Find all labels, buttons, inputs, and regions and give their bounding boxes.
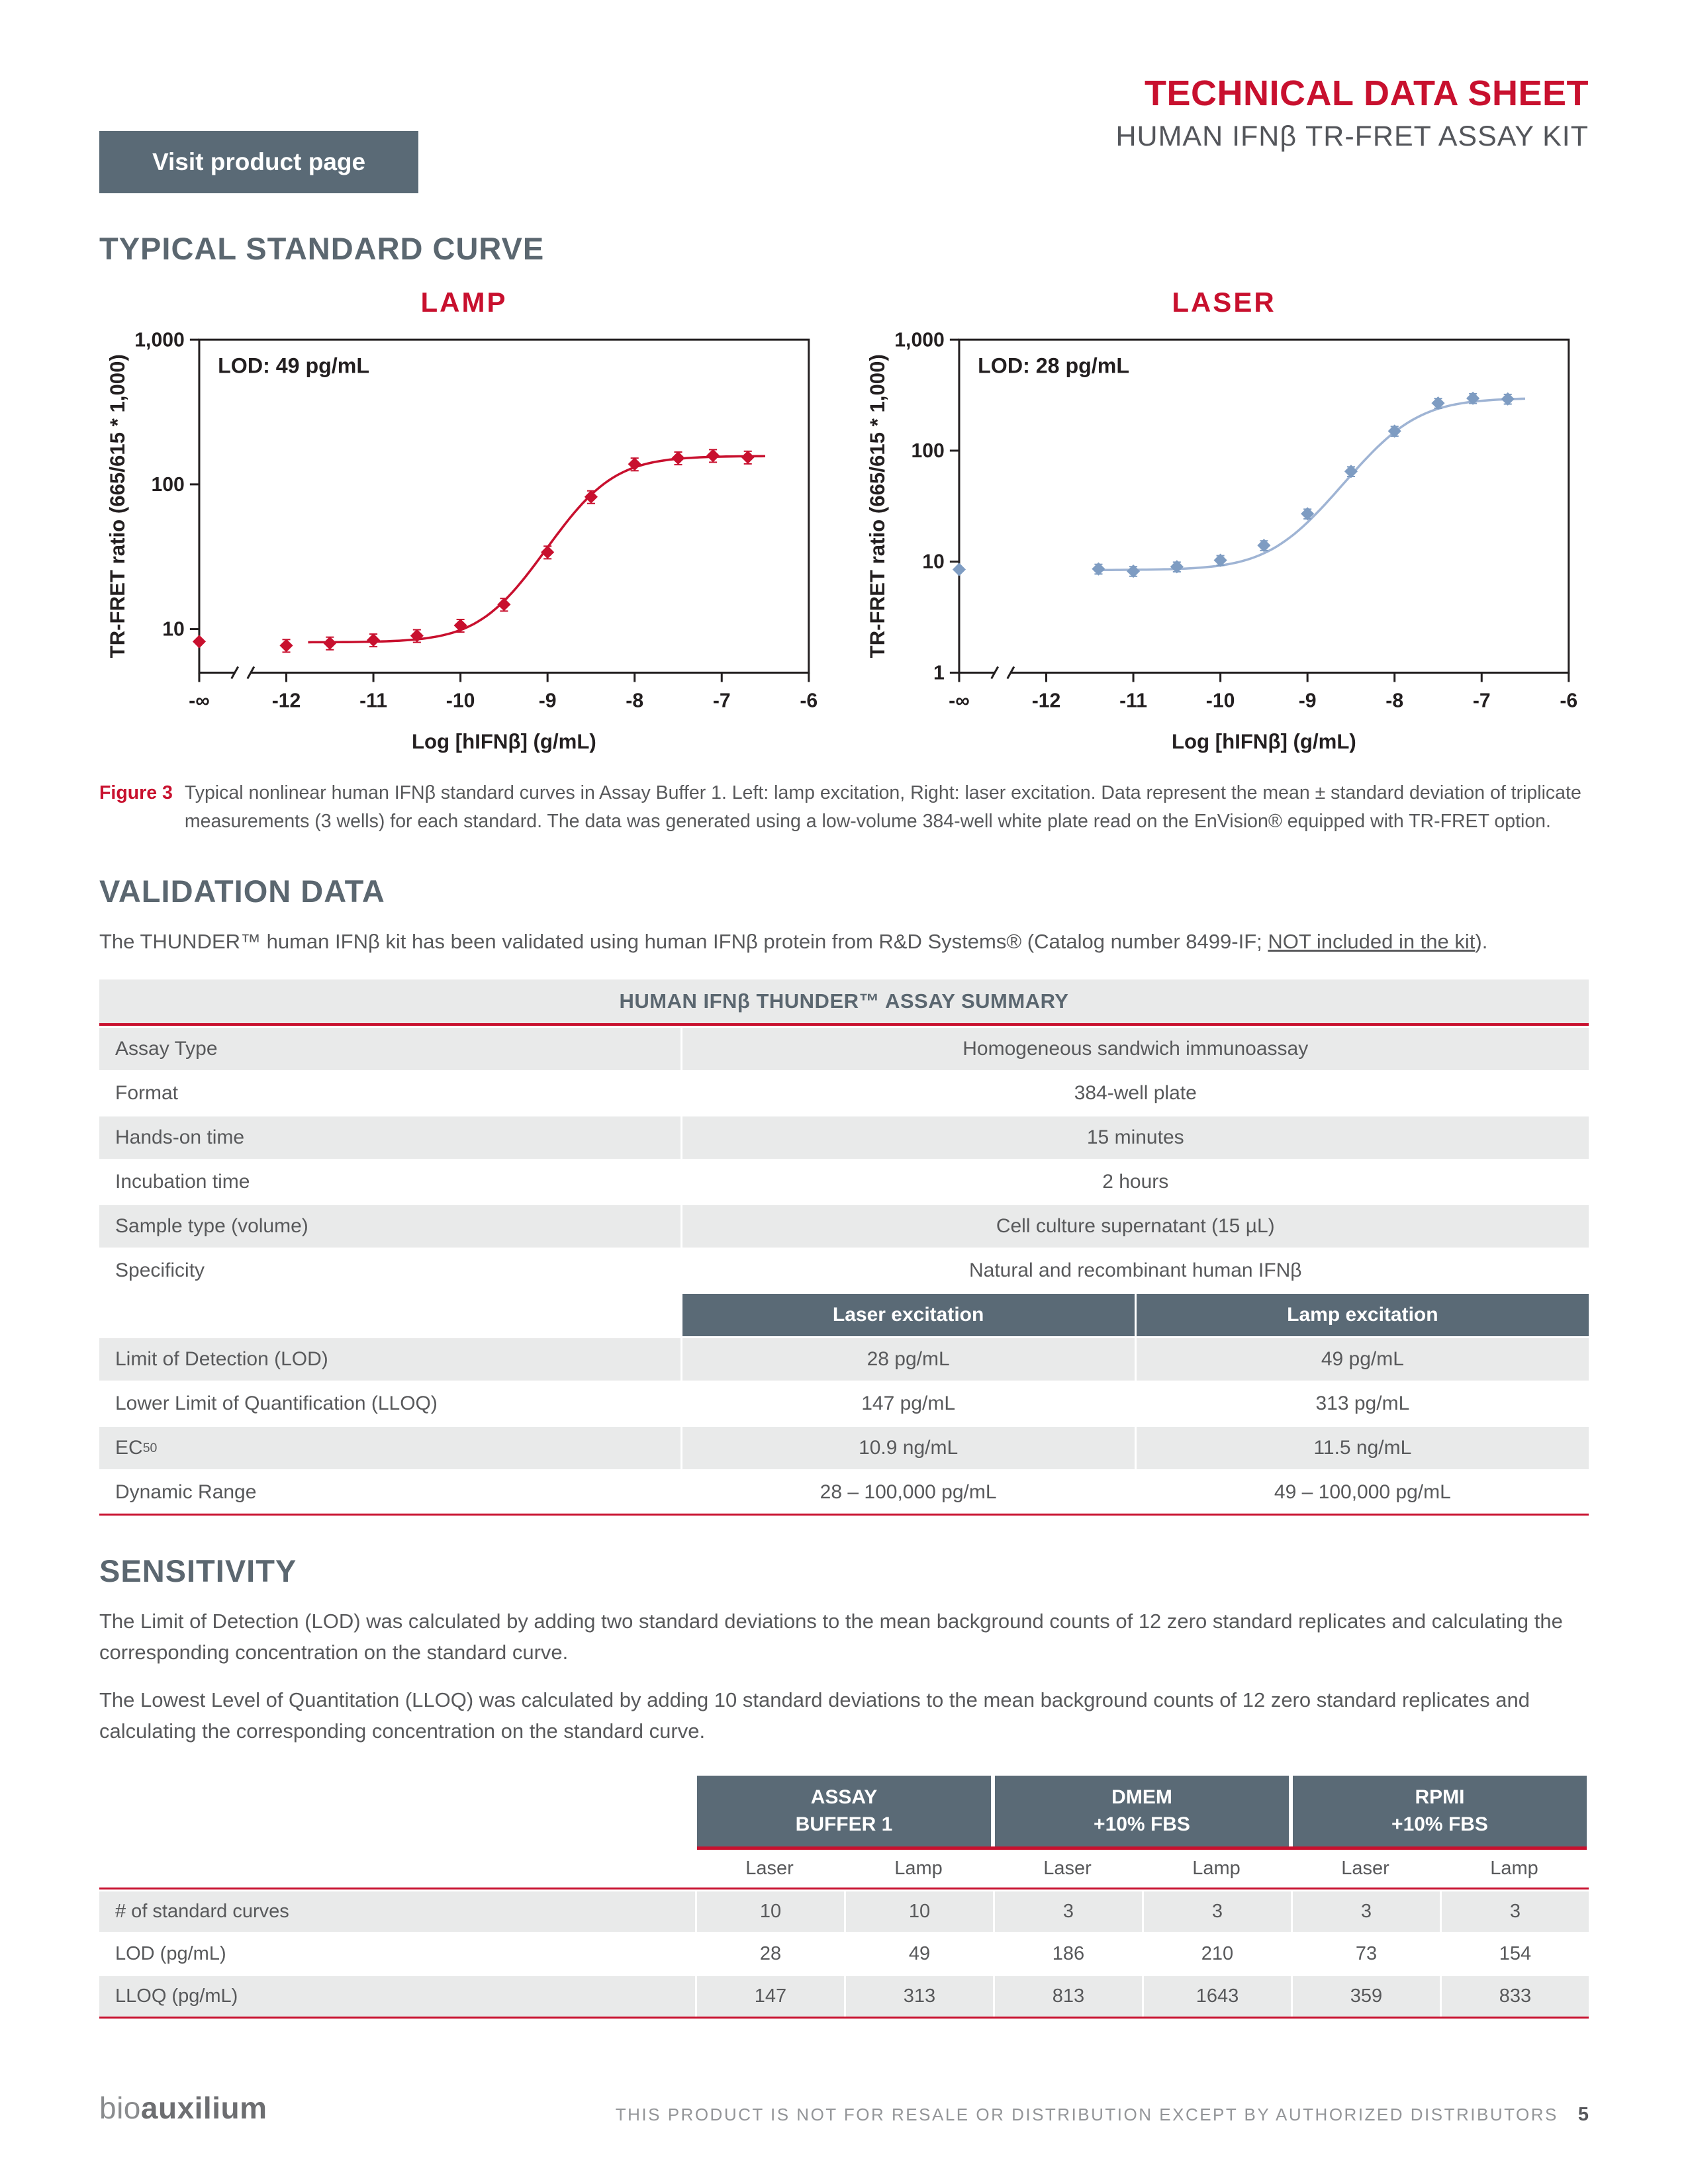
sens-row-value: 49 [844, 1934, 993, 1974]
sens-row-value: 3 [1142, 1891, 1291, 1932]
sens-header-spacer [99, 1776, 695, 1846]
data-point-marker [497, 598, 510, 611]
summary-row-label: Dynamic Range [115, 1481, 257, 1504]
sens-group-header [697, 1776, 991, 1846]
page-footer [99, 2090, 1589, 2126]
summary-row-label: Hands-on time [115, 1126, 245, 1149]
y-tick-label: 1,000 [894, 329, 945, 351]
validation-paragraph [99, 927, 1589, 958]
summary-col-header-laser: Laser excitation [680, 1294, 1135, 1336]
sens-row-label: # of standard curves [115, 1901, 289, 1923]
y-axis-label: TR-FRET ratio (665/615 * 1,000) [866, 354, 890, 659]
footer-right [616, 2104, 1589, 2126]
summary-result-row [99, 1471, 1589, 1514]
summary-result-row [99, 1427, 1589, 1469]
sens-subheader-cell: Laser [745, 1858, 794, 1880]
y-axis-label: TR-FRET ratio (665/615 * 1,000) [106, 354, 130, 659]
lamp-chart-plot [99, 320, 829, 759]
x-tick-label: -9 [538, 690, 557, 712]
header-titles [1115, 73, 1589, 153]
sens-row-value: 833 [1440, 1976, 1589, 2017]
sens-data-row [99, 1934, 1589, 1974]
sens-row-value: 73 [1291, 1934, 1440, 1974]
x-tick-label: -∞ [189, 690, 210, 712]
sens-group-header-line: +10% FBS [1391, 1813, 1488, 1835]
sens-row-value: 1643 [1142, 1976, 1291, 2017]
summary-row-label: Specificity [115, 1259, 205, 1282]
summary-info-row [99, 1161, 1589, 1203]
data-point-marker [541, 545, 554, 559]
validation-heading: VALIDATION DATA [99, 873, 385, 909]
sens-row-value: 210 [1142, 1934, 1291, 1974]
sens-data-row [99, 1891, 1589, 1932]
plot-box [959, 340, 1569, 672]
summary-row-label: Lower Limit of Quantification (LLOQ) [115, 1392, 438, 1415]
data-point-marker [1127, 565, 1140, 578]
plot-box [199, 340, 809, 672]
sens-subheader-cell: Lamp [894, 1858, 943, 1880]
x-tick-label: -8 [1385, 690, 1404, 712]
validation-text: The THUNDER™ human IFNβ kit has been validated using human IFNβ protein from R&D Systems® (Catalog number 8499-IF; [99, 929, 1268, 953]
sens-row-value: 3 [993, 1891, 1142, 1932]
summary-row-value: Cell culture supernatant (15 µL) [680, 1205, 1589, 1248]
sens-subheader-cell: Laser [1043, 1858, 1092, 1880]
sens-row-value: 359 [1291, 1976, 1440, 2017]
sens-row-label: LLOQ (pg/mL) [115, 1985, 238, 2007]
x-tick-label: -7 [712, 690, 731, 712]
summary-row-label: Incubation time [115, 1171, 250, 1193]
summary-laser-value: 28 – 100,000 pg/mL [680, 1471, 1135, 1514]
x-axis-label: Log [hIFNβ] (g/mL) [411, 730, 596, 754]
summary-excitation-header-row [99, 1294, 1589, 1336]
sens-row-value: 3 [1291, 1891, 1440, 1932]
sensitivity-table-subheader [99, 1850, 1589, 1889]
summary-info-row [99, 1205, 1589, 1248]
label-subscript: 50 [142, 1440, 158, 1455]
summary-row-label: Assay Type [115, 1038, 218, 1060]
sens-row-label: LOD (pg/mL) [115, 1943, 226, 1965]
y-tick-label: 10 [162, 618, 185, 641]
summary-info-row [99, 1116, 1589, 1159]
sens-row-value: 154 [1440, 1934, 1589, 1974]
summary-info-row [99, 1072, 1589, 1115]
data-point-marker [741, 451, 755, 464]
laser-chart-plot [859, 320, 1589, 759]
lamp-chart [99, 287, 829, 759]
x-axis-label: Log [hIFNβ] (g/mL) [1171, 730, 1356, 754]
x-tick-label: -11 [359, 690, 388, 712]
summary-row-value: Homogeneous sandwich immunoassay [680, 1028, 1589, 1070]
assay-summary-result-rows [99, 1338, 1589, 1514]
sens-subheader-spacer [99, 1850, 695, 1888]
data-point-marker [323, 637, 336, 650]
sens-row-value: 813 [993, 1976, 1142, 2017]
y-tick-label: 100 [911, 439, 945, 462]
summary-laser-value: 28 pg/mL [680, 1338, 1135, 1381]
summary-lamp-value: 11.5 ng/mL [1135, 1427, 1589, 1469]
summary-row-value: Natural and recombinant human IFNβ [680, 1250, 1589, 1292]
sens-row-value: 10 [695, 1891, 844, 1932]
summary-row-label: Limit of Detection (LOD) [115, 1348, 328, 1371]
validation-text-end: ). [1475, 929, 1488, 953]
document-subtitle: HUMAN IFNβ TR-FRET ASSAY KIT [1115, 120, 1589, 152]
lamp-chart-title: LAMP [420, 287, 508, 318]
summary-result-row [99, 1338, 1589, 1381]
summary-row-label: Sample type (volume) [115, 1215, 308, 1238]
x-tick-label: -9 [1298, 690, 1317, 712]
summary-excitation-spacer [99, 1294, 680, 1336]
y-tick-label: 100 [151, 473, 185, 496]
figure-caption-label: Figure 3 [99, 782, 173, 804]
sens-group-header-line: +10% FBS [1094, 1813, 1190, 1835]
laser-chart-title: LASER [1172, 287, 1276, 318]
summary-lamp-value: 49 pg/mL [1135, 1338, 1589, 1381]
assay-summary-info-rows [99, 1028, 1589, 1292]
summary-col-header-lamp: Lamp excitation [1135, 1294, 1589, 1336]
summary-laser-value: 10.9 ng/mL [680, 1427, 1135, 1469]
page-number: 5 [1577, 2104, 1589, 2125]
data-point-marker [706, 449, 720, 462]
data-point-marker [953, 563, 966, 576]
assay-summary-table-title: HUMAN IFNβ THUNDER™ ASSAY SUMMARY [99, 979, 1589, 1026]
sens-group-header-line: DMEM [1111, 1786, 1172, 1809]
footer-disclaimer: THIS PRODUCT IS NOT FOR RESALE OR DISTRIBUTION EXCEPT BY AUTHORIZED DISTRIBUTORS [615, 2105, 1558, 2124]
data-point-marker [279, 639, 293, 652]
sens-group-header-line: RPMI [1415, 1786, 1465, 1809]
y-tick-label: 1 [933, 662, 945, 684]
data-point-marker [671, 451, 684, 465]
bioauxilium-logo [99, 2090, 267, 2126]
sens-row-value: 28 [695, 1934, 844, 1974]
sens-row-value: 3 [1440, 1891, 1589, 1932]
sens-group-header [1293, 1776, 1587, 1846]
x-tick-label: -6 [1560, 690, 1578, 712]
logo-bold-part: auxilium [140, 2091, 267, 2125]
sens-row-value: 313 [844, 1976, 993, 2017]
sens-subheader-cell: Lamp [1192, 1858, 1241, 1880]
y-tick-label: 1,000 [134, 329, 185, 351]
lod-label: LOD: 49 pg/mL [218, 353, 370, 378]
lod-label: LOD: 28 pg/mL [978, 353, 1130, 378]
fit-curve-line [308, 456, 765, 642]
summary-result-row [99, 1383, 1589, 1425]
sens-row-value: 147 [695, 1976, 844, 2017]
data-point-marker [1092, 563, 1105, 576]
summary-lamp-value: 313 pg/mL [1135, 1383, 1589, 1425]
sens-row-value: 186 [993, 1934, 1142, 1974]
sens-group-header-line: BUFFER 1 [795, 1813, 893, 1835]
figure-caption [99, 779, 1589, 836]
summary-row-value: 15 minutes [680, 1116, 1589, 1159]
validation-underlined-text: NOT included in the kit [1268, 929, 1476, 953]
x-tick-label: -∞ [949, 690, 970, 712]
x-tick-label: -10 [1205, 690, 1235, 712]
sens-group-header-line: ASSAY [810, 1786, 878, 1809]
document-title: TECHNICAL DATA SHEET [1145, 73, 1589, 113]
logo-light-part: bio [99, 2091, 141, 2125]
x-tick-label: -6 [800, 690, 818, 712]
summary-row-label: EC 50 [115, 1437, 158, 1459]
data-point-marker [193, 635, 206, 648]
x-tick-label: -10 [445, 690, 475, 712]
x-tick-label: -8 [626, 690, 644, 712]
sens-row-value: 10 [844, 1891, 993, 1932]
laser-chart [859, 287, 1589, 759]
fit-curve-line [1098, 398, 1525, 570]
figure-caption-text: Typical nonlinear human IFNβ standard curves in Assay Buffer 1. Left: lamp excitation, Right: laser excitation. Data represent the mean ± standard deviation of triplicate measurements (3 wells) for each standard. The data was generated using a low-volume 384-well white plate read on the EnVision® equipped with TR-FRET option. [184, 782, 1581, 832]
x-tick-label: -11 [1119, 690, 1148, 712]
sens-group-header [995, 1776, 1289, 1846]
sens-data-row [99, 1976, 1589, 2017]
standard-curve-heading: TYPICAL STANDARD CURVE [99, 231, 545, 266]
summary-laser-value: 147 pg/mL [680, 1383, 1135, 1425]
x-tick-label: -12 [1031, 690, 1061, 712]
standard-curve-charts [99, 287, 1589, 759]
x-tick-label: -7 [1472, 690, 1491, 712]
sens-subheader-cell: Lamp [1490, 1858, 1538, 1880]
data-point-marker [1501, 392, 1515, 406]
data-point-marker [585, 490, 598, 504]
summary-row-value: 384-well plate [680, 1072, 1589, 1115]
summary-info-row [99, 1250, 1589, 1292]
summary-row-value: 2 hours [680, 1161, 1589, 1203]
assay-summary-table [99, 979, 1589, 1516]
x-tick-label: -12 [271, 690, 301, 712]
sensitivity-paragraph-2: The Lowest Level of Quantitation (LLOQ) was calculated by adding 10 standard deviations to the mean background counts of 12 zero standard replicates and calculating the corresponding concentration on the standard curve. [99, 1688, 1530, 1743]
data-point-marker [1170, 560, 1184, 573]
y-tick-label: 10 [922, 551, 945, 573]
summary-info-row [99, 1028, 1589, 1070]
sensitivity-table-rows [99, 1891, 1589, 2017]
data-point-marker [367, 633, 380, 647]
page-header [99, 73, 1589, 193]
summary-lamp-value: 49 – 100,000 pg/mL [1135, 1471, 1589, 1514]
sensitivity-table [99, 1776, 1589, 2019]
summary-row-label: Format [115, 1082, 179, 1105]
sens-subheader-cell: Laser [1341, 1858, 1389, 1880]
sensitivity-heading: SENSITIVITY [99, 1553, 297, 1589]
visit-product-page-button[interactable]: Visit product page [99, 131, 418, 193]
sensitivity-table-header [99, 1776, 1589, 1846]
data-point-marker [1344, 465, 1358, 478]
sensitivity-paragraph-1: The Limit of Detection (LOD) was calculated by adding two standard deviations to the mean background counts of 12 zero standard replicates and calculating the corresponding concentration on the standard curve. [99, 1610, 1563, 1664]
data-point-marker [454, 619, 467, 632]
